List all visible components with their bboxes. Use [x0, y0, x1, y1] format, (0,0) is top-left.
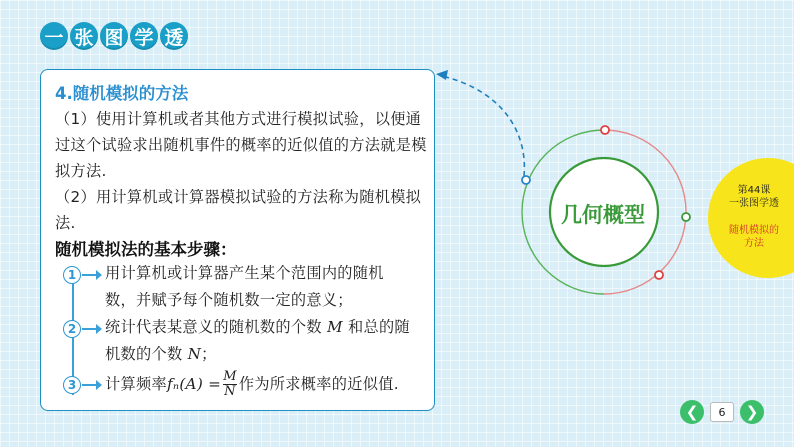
fraction-numerator: M: [223, 369, 237, 384]
step-number-2: 2: [63, 320, 81, 338]
ring-dot-blue: [522, 176, 530, 184]
ring-dot-green: [682, 213, 690, 221]
step-3-text: [105, 370, 425, 399]
variable-n: N: [187, 345, 202, 363]
header-char: 张: [70, 22, 98, 50]
badge-topic-line-1: 随机模拟的: [729, 225, 779, 236]
badge-series-title: 一张图学透: [729, 198, 779, 209]
arrow-icon: [82, 274, 98, 276]
step-number-3: 3: [63, 376, 81, 394]
arrow-icon: [82, 384, 98, 386]
lesson-header: [40, 22, 188, 50]
paragraph-1: （1）使用计算机或者其他方式进行模拟试验，以便通过这个试验求出随机事件的概率的近似值的方法就是模拟方法.: [55, 110, 427, 180]
dashed-arrow-path: [442, 76, 524, 176]
fraction-denominator: N: [224, 384, 236, 399]
frequency-formula: fₙ(A) =: [166, 375, 222, 393]
section-title: 4.随机模拟的方法: [55, 84, 189, 103]
variable-m: M: [326, 318, 343, 336]
badge-lesson-number: 第44课: [737, 185, 771, 196]
header-char: 透: [160, 22, 188, 50]
paragraph-2: （2）用计算机或计算器模拟试验的方法称为随机模拟法.: [55, 188, 422, 232]
header-char: 一: [40, 22, 68, 50]
step-2-text-c: ；: [201, 345, 217, 363]
prev-page-button[interactable]: ❮: [680, 400, 704, 424]
header-char: 图: [100, 22, 128, 50]
content-card: [40, 69, 435, 411]
lesson-badge: [708, 158, 794, 278]
ring-dot-red: [655, 271, 663, 279]
ring-dot-red: [601, 126, 609, 134]
step-1-text: 用计算机或计算器产生某个范围内的随机数，并赋予每个随机数一定的意义；: [105, 264, 384, 309]
step-2-text-a: 统计代表某意义的随机数的个数: [105, 318, 322, 336]
step-3-text-a: 计算频率: [105, 375, 167, 393]
center-label: 几何概型: [561, 203, 645, 227]
concept-diagram: [430, 65, 710, 395]
badge-topic-line-2: 方法: [744, 238, 764, 249]
steps-heading: 随机模拟法的基本步骤：: [55, 240, 237, 259]
page-number: 6: [710, 402, 734, 422]
pager: [680, 400, 764, 424]
step-2-text-b: 和总的随机数的个数: [105, 318, 410, 363]
header-char: 学: [130, 22, 158, 50]
step-3-text-b: 作为所求概率的近似值.: [238, 375, 399, 393]
step-number-1: 1: [63, 266, 81, 284]
step-2-text: [105, 314, 420, 368]
fraction: [223, 370, 237, 399]
arrow-icon: [82, 328, 98, 330]
next-page-button[interactable]: ❯: [740, 400, 764, 424]
arrow-head-icon: [436, 70, 448, 80]
